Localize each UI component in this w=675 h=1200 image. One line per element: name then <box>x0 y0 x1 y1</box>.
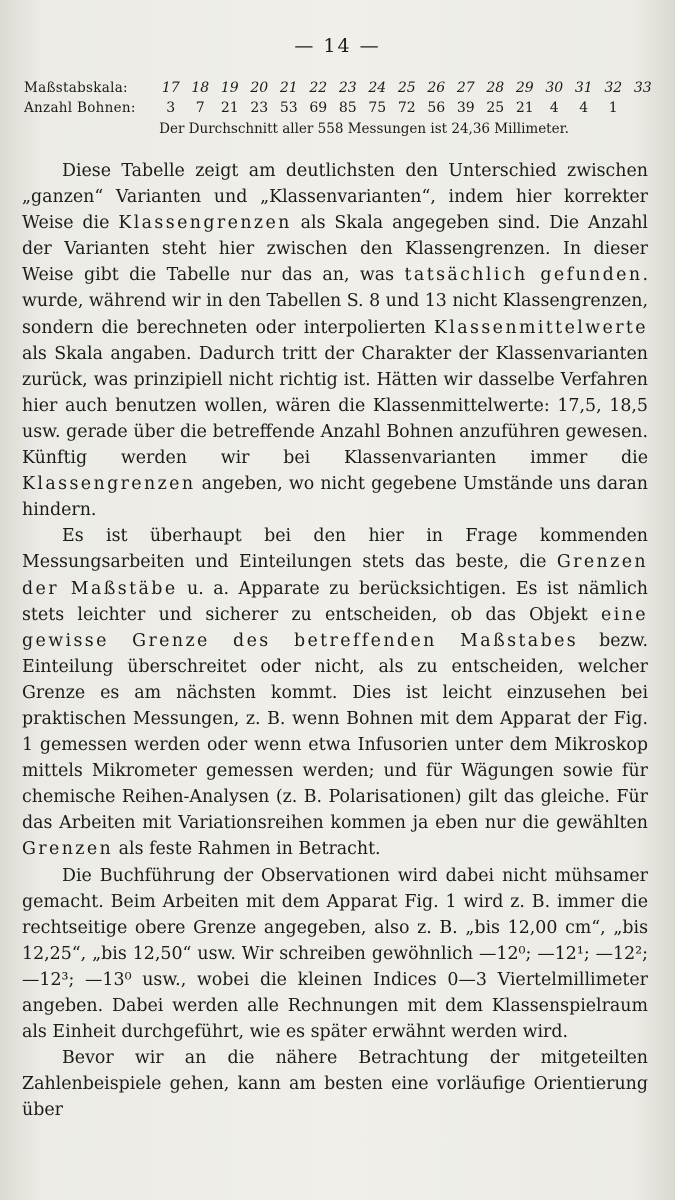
paragraph-4: Bevor wir an die nähere Betrachtung der mitgeteilten Zahlenbeispiele gehen, kann am besten eine vorläufige Orientierung über <box>22 1048 648 1121</box>
text-run: als Skala angegeben sind. Die Anzahl der Varianten steht hier zwischen den Klassengrenzen. In dieser Weise gibt die Tabelle nur das an, was <box>22 213 648 286</box>
scale-value: 32 <box>604 80 623 96</box>
count-value: 3 <box>166 100 176 116</box>
count-value: 1 <box>608 100 618 116</box>
scale-value: 20 <box>250 80 269 96</box>
count-row <box>24 98 654 118</box>
text-run: Diese Tabelle zeigt am deutlichsten den Unterschied zwischen „ganzen“ Varianten und „Klassenvarianten“, indem hier korrekter Weise die <box>22 161 648 234</box>
count-value: 4 <box>549 100 559 116</box>
scale-value: 24 <box>368 80 387 96</box>
scale-value: 25 <box>397 80 416 96</box>
paragraph-3: Die Buchführung der Observationen wird dabei nicht mühsamer gemacht. Beim Arbeiten mit dem Apparat Fig. 1 wird z. B. immer die rechtseitige obere Grenze angegeben, also z. B. „bis 12,00 cm“, „bis 12,25“, „bis 12,50“ usw. Wir schreiben gewöhnlich —12⁰; —12¹; —12²; —12³; —13⁰ usw., wobei die kleinen Indices 0—3 Viertelmillimeter angeben. Dabei werden alle Rechnungen mit dem Klassenspielraum als Einheit durchgeführt, wie es später erwähnt werden wird. <box>22 865 648 1043</box>
count-value: 75 <box>368 100 387 116</box>
scale-value: 27 <box>456 80 475 96</box>
scale-value: 30 <box>545 80 564 96</box>
spaced-term: eine gewisse Grenze des betreffenden Maßstabes <box>22 604 648 651</box>
spaced-term: Klassengrenzen <box>118 213 292 234</box>
spaced-term: tatsächlich gefunden <box>404 265 643 286</box>
scale-row <box>24 78 654 98</box>
page-number: — 14 — <box>294 35 381 57</box>
paragraph-2 <box>22 523 648 862</box>
count-value: 53 <box>279 100 298 116</box>
spaced-term: Grenzen <box>22 839 114 860</box>
average-note: Der Durchschnitt aller 558 Messungen ist 24,36 Millimeter. <box>159 121 569 137</box>
count-row-label: Anzahl Bohnen: <box>24 100 136 116</box>
count-values <box>156 98 654 118</box>
scale-values <box>156 78 658 98</box>
spaced-term: Grenzen der Maßstäbe <box>22 552 648 599</box>
count-value: 23 <box>250 100 269 116</box>
scale-value: 21 <box>279 80 298 96</box>
scale-value: 19 <box>220 80 239 96</box>
scale-value: 26 <box>427 80 446 96</box>
scale-value: 17 <box>161 80 180 96</box>
count-value: 7 <box>195 100 205 116</box>
text-run: bezw. Einteilung überschreitet oder nicht, als zu entscheiden, welcher Grenze es am nächsten kommt. Dies ist leicht einzusehen bei praktischen Messungen, z. B. wenn Bohnen mit dem Apparat der Fig. 1 gemessen werden oder wenn etwa Infusorien unter dem Mikroskop mittels Mikrometer gemessen werden; und für Wägungen sowie für chemische Reihen-Analysen (z. B. Polarisationen) gilt das gleiche. Für das Arbeiten mit Variationsreihen kommen ja eben nur die gewählten <box>22 630 649 834</box>
scale-row-label: Maßstabskala: <box>24 80 128 96</box>
text-run: als feste Rahmen in Betracht. <box>113 839 381 860</box>
text-run: Es ist überhaupt bei den hier in Frage kommenden Messungsarbeiten und Einteilungen stets das beste, die <box>22 526 648 573</box>
scale-value: 29 <box>515 80 534 96</box>
count-value: 56 <box>427 100 446 116</box>
count-value: 25 <box>486 100 505 116</box>
spaced-term: Klassenmittelwerte <box>433 317 648 338</box>
spaced-term: Klassengrenzen <box>22 474 196 495</box>
scale-value: 31 <box>574 80 593 96</box>
text-run: . wurde, während wir in den Tabellen S. 8 und 13 nicht Klassengrenzen, sondern die berechneten oder interpolierten <box>22 265 649 338</box>
count-value: 39 <box>456 100 475 116</box>
scale-value: 18 <box>191 80 210 96</box>
count-value: 4 <box>579 100 589 116</box>
scale-value: 23 <box>338 80 357 96</box>
count-value: 21 <box>515 100 534 116</box>
count-value: 69 <box>309 100 328 116</box>
body-text <box>22 158 648 1123</box>
scale-value: 33 <box>633 80 652 96</box>
count-value: 72 <box>397 100 416 116</box>
text-run: angeben, wo nicht gegebene Umstände uns daran hindern. <box>22 474 648 521</box>
count-value: 85 <box>338 100 357 116</box>
measurement-table <box>24 78 654 139</box>
text-run: u. a. Apparate zu berücksichtigen. Es ist nämlich stets leichter und sicherer zu entscheiden, ob das Objekt <box>22 578 648 625</box>
scale-value: 28 <box>486 80 505 96</box>
scale-value: 22 <box>309 80 328 96</box>
paragraph-1 <box>22 158 648 523</box>
text-run: als Skala angaben. Dadurch tritt der Charakter der Klassenvarianten zurück, was prinzipiell nicht richtig ist. Hätten wir dasselbe Verfahren hier auch benutzen wollen, wären die Klassenmittelwerte: 17,5, 18,5 usw. gerade über die betreffende Anzahl Bohnen anzuführen gewesen. Künftig werden wir bei Klassenvarianten immer die <box>22 343 648 469</box>
count-value: 21 <box>220 100 239 116</box>
